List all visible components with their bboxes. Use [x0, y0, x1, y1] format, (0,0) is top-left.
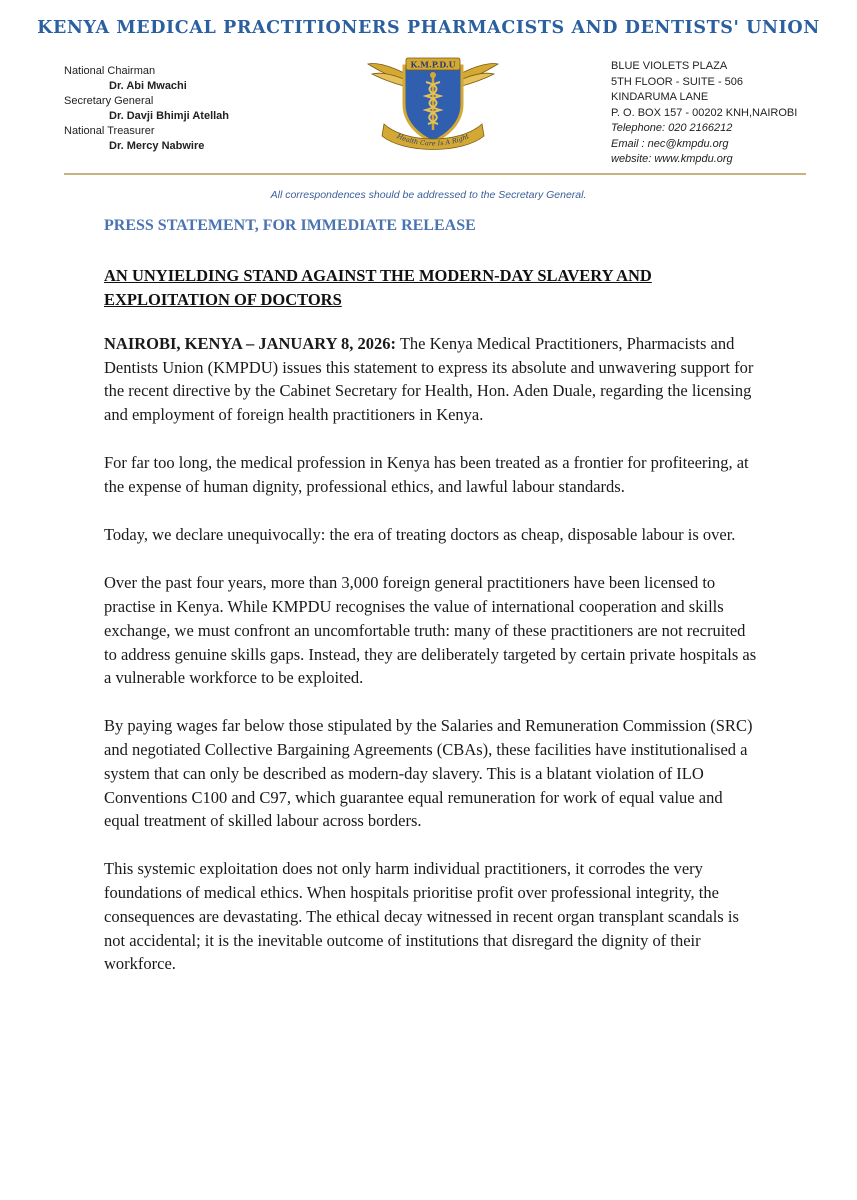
- official-name: Dr. Mercy Nabwire: [109, 140, 205, 152]
- address-block: [611, 59, 797, 168]
- logo-banner-text: K.M.P.D.U: [410, 59, 456, 70]
- paragraph-4: Over the past four years, more than 3,000 foreign general practitioners have been licensed to practise in Kenya. While KMPDU recognises the value of international cooperation and skills exchange, we must confront an uncomfortable truth: many of these practitioners are not recruited to address genuine skills gaps. Instead, they are deliberately targeted by certain private hospitals as a vulnerable workforce to be exploited.: [104, 573, 757, 688]
- official-name: Dr. Abi Mwachi: [109, 80, 187, 92]
- press-label: PRESS STATEMENT, FOR IMMEDIATE RELEASE: [104, 217, 476, 234]
- telephone: Telephone: 020 2166212: [611, 122, 733, 134]
- address-line: BLUE VIOLETS PLAZA: [611, 60, 728, 72]
- paragraph-2: For far too long, the medical profession in Kenya has been treated as a frontier for profiteering, at the expense of human dignity, professional ethics, and lawful labour standards.: [104, 453, 749, 497]
- address-line: KINDARUMA LANE: [611, 91, 709, 103]
- statement-body: [104, 332, 759, 1000]
- kmpdu-crest-logo: [366, 52, 500, 152]
- paragraph-6: This systemic exploitation does not only harm individual practitioners, it corrodes the very foundations of medical ethics. When hospitals prioritise profit over professional integrity, the consequences are devastating. The ethical decay witnessed in recent organ transplant scandals is not accidental; it is the inevitable outcome of institutions that disregard the dignity of their workforce.: [104, 859, 739, 974]
- officials-list: [64, 64, 229, 154]
- official-role: National Treasurer: [64, 125, 155, 137]
- address-line: P. O. BOX 157 - 00202 KNH,NAIROBI: [611, 106, 798, 119]
- official-role: Secretary General: [64, 95, 154, 107]
- paragraph-5: By paying wages far below those stipulated by the Salaries and Remuneration Commission (SRC) and negotiated Collective Bargaining Agreements (CBAs), these facilities have institutionalised a system that can only be described as modern-day slavery. This is a blatant violation of ILO Conventions C100 and C97, which guarantee equal remuneration for work of equal value and equal treatment of skilled labour across borders.: [104, 716, 753, 831]
- website: website: www.kmpdu.org: [611, 153, 733, 165]
- logo-ribbon-text: Health Care Is A Right: [395, 132, 471, 148]
- email: Email : nec@kmpdu.org: [611, 137, 729, 150]
- letterhead-divider: [64, 173, 806, 175]
- paragraph-1: [104, 332, 759, 427]
- paragraph-1-text: The Kenya Medical Practitioners, Pharmacists and Dentists Union (KMPDU) issues this statement to express its absolute and unwavering support for the recent directive by the Cabinet Secretary for Health, Hon. Aden Duale, regarding the licensing and employment of foreign health practitioners in Kenya.: [104, 334, 754, 425]
- address-line: 5TH FLOOR - SUITE - 506: [611, 75, 744, 88]
- headline: AN UNYIELDING STAND AGAINST THE MODERN-DAY SLAVERY AND EXPLOITATION OF DOCTORS: [104, 266, 652, 309]
- official-name: Dr. Davji Bhimji Atellah: [109, 110, 230, 122]
- official-role: National Chairman: [64, 65, 156, 77]
- correspondence-note: All correspondences should be addressed to the Secretary General.: [270, 189, 587, 201]
- paragraph-3: Today, we declare unequivocally: the era of treating doctors as cheap, disposable labour is over.: [104, 525, 736, 545]
- letterhead-title: KENYA MEDICAL PRACTITIONERS PHARMACISTS AND DENTISTS' UNION: [37, 18, 820, 38]
- dateline: NAIROBI, KENYA – JANUARY 8, 2026:: [104, 334, 397, 353]
